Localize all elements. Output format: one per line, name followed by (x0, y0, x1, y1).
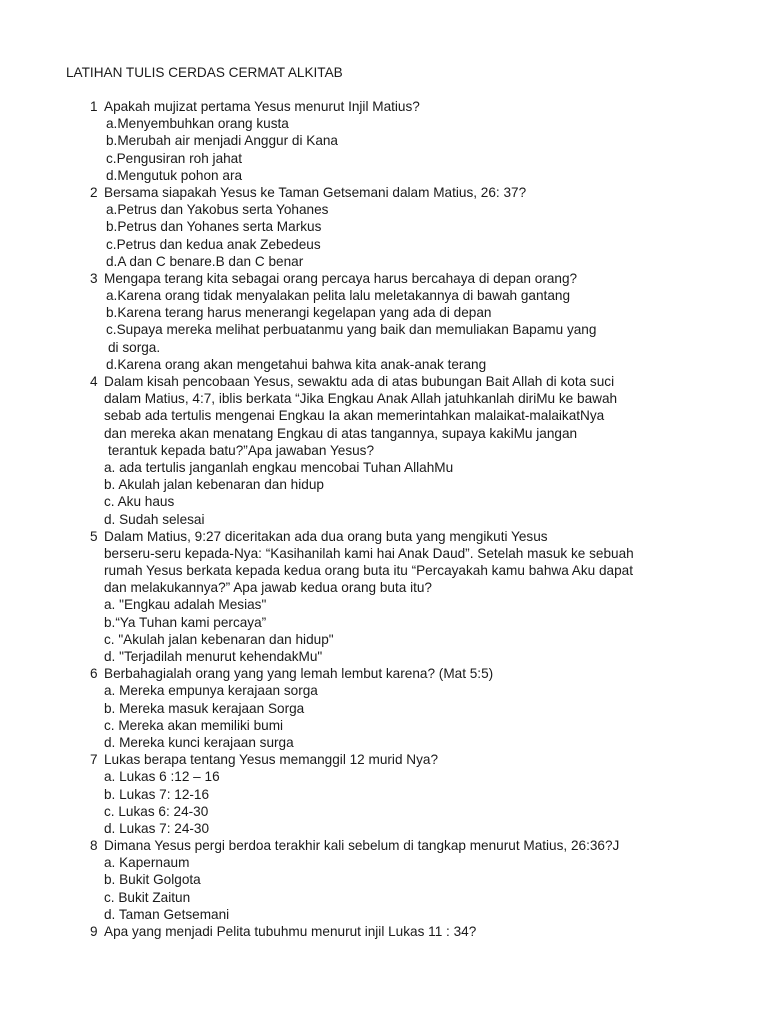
answer-option: rumah Yesus berkata kepada kedua orang buta itu “Percayakah kamu bahwa Aku dapat (104, 563, 634, 579)
answer-option: d. "Terjadilah menurut kehendakMu" (104, 649, 323, 664)
answer-option: sebab ada tertulis mengenai Engkau Ia akan memerintahkan malaikat-malaikatNya (104, 408, 605, 424)
answer-option: b. Lukas 7: 12-16 (104, 786, 210, 802)
answer-option: berseru-seru kepada-Nya: “Kasihanilah kami hai Anak Daud”. Setelah masuk ke sebuah (104, 545, 634, 561)
answer-option: b. Mereka masuk kerajaan Sorga (104, 700, 305, 716)
answer-option: di sorga. (108, 339, 161, 355)
answer-option: a. Kapernaum (104, 855, 190, 871)
answer-option: a. Lukas 6 :12 – 16 (104, 769, 220, 785)
question-number: 9 (90, 924, 98, 939)
document-title: LATIHAN TULIS CERDAS CERMAT ALKITAB (66, 65, 343, 80)
answer-option: c.Petrus dan kedua anak Zebedeus (106, 236, 321, 252)
answer-option: b. Akulah jalan kebenaran dan hidup (104, 477, 324, 493)
answer-option: dan melakukannya?” Apa jawab kedua orang buta itu? (104, 580, 432, 596)
question-number: 2 (90, 184, 98, 200)
answer-option: c.Pengusiran roh jahat (106, 150, 243, 166)
question-text: Lukas berapa tentang Yesus memanggil 12 murid Nya? (104, 752, 439, 768)
question-line (0, 837, 768, 854)
question-number: 8 (90, 838, 98, 854)
answer-option: d.A dan C benare.B dan C benar (106, 253, 304, 269)
answer-option: c. Mereka akan memiliki bumi (104, 717, 284, 733)
question-text: Berbahagialah orang yang yang lemah lembut karena? (Mat 5:5) (104, 666, 494, 682)
question-text: Apakah mujizat pertama Yesus menurut Injil Matius? (104, 99, 420, 114)
question-text: Dalam Matius, 9:27 diceritakan ada dua orang buta yang mengikuti Yesus (104, 528, 548, 544)
answer-option: a. Mereka empunya kerajaan sorga (104, 683, 318, 699)
question-text: Apa yang menjadi Pelita tubuhmu menurut injil Lukas 11 : 34? (104, 924, 477, 939)
answer-option: d. Mereka kunci kerajaan surga (104, 734, 294, 750)
answer-option: terantuk kepada batu?”Apa jawaban Yesus? (108, 442, 375, 458)
question-line (0, 270, 768, 287)
answer-option: c. Lukas 6: 24-30 (104, 803, 209, 819)
answer-option: a.Menyembuhkan orang kusta (106, 116, 289, 132)
question-number: 7 (90, 752, 98, 768)
answer-option: b.Merubah air menjadi Anggur di Kana (106, 133, 338, 149)
answer-option: c. Aku haus (104, 494, 175, 510)
question-text: Mengapa terang kita sebagai orang percaya harus bercahaya di depan orang? (104, 270, 578, 286)
answer-option: dalam Matius, 4:7, iblis berkata “Jika Engkau Anak Allah jatuhkanlah diriMu ke bawah (104, 391, 618, 407)
answer-option: c. Bukit Zaitun (104, 889, 191, 905)
question-number: 1 (90, 99, 98, 114)
answer-option: b.Petrus dan Yohanes serta Markus (106, 219, 322, 235)
answer-option: b.“Ya Tuhan kami percaya” (104, 614, 267, 630)
question-line (0, 751, 768, 768)
question-list (0, 98, 768, 940)
answer-option: dan mereka akan menatang Engkau di atas tangannya, supaya kakiMu jangan (104, 425, 578, 441)
answer-option: c. "Akulah jalan kebenaran dan hidup" (104, 631, 334, 647)
answer-option: d.Karena orang akan mengetahui bahwa kita anak-anak terang (106, 356, 487, 372)
question-number: 3 (90, 270, 98, 286)
answer-option: a.Karena orang tidak menyalakan pelita lalu meletakannya di bawah gantang (106, 288, 571, 304)
answer-option: a. "Engkau adalah Mesias" (104, 597, 267, 613)
question-line (0, 373, 768, 390)
question-line (0, 665, 768, 682)
question-text: Dalam kisah pencobaan Yesus, sewaktu ada di atas bubungan Bait Allah di kota suci (104, 374, 615, 389)
answer-option: a.Petrus dan Yakobus serta Yohanes (106, 202, 329, 218)
question-number: 4 (90, 374, 98, 389)
question-line (0, 528, 768, 545)
question-line (0, 184, 768, 201)
question-text: Bersama siapakah Yesus ke Taman Getsemani dalam Matius, 26: 37? (104, 184, 527, 200)
question-number: 5 (90, 528, 98, 544)
answer-option: d. Lukas 7: 24-30 (104, 820, 210, 836)
answer-option: b.Karena terang harus menerangi kegelapan yang ada di depan (106, 305, 492, 321)
question-number: 6 (90, 666, 98, 682)
answer-option: d. Sudah selesai (104, 511, 205, 527)
answer-option: d.Mengutuk pohon ara (106, 167, 243, 183)
answer-option: c.Supaya mereka melihat perbuatanmu yang baik dan memuliakan Bapamu yang (106, 322, 597, 338)
question-text: Dimana Yesus pergi berdoa terakhir kali sebelum di tangkap menurut Matius, 26:36?J (104, 838, 620, 854)
answer-option: b. Bukit Golgota (104, 872, 201, 888)
question-line (0, 923, 768, 940)
answer-option: d. Taman Getsemani (104, 906, 230, 922)
answer-option: a. ada tertulis janganlah engkau mencobai Tuhan AllahMu (104, 459, 454, 475)
question-line (0, 98, 768, 115)
